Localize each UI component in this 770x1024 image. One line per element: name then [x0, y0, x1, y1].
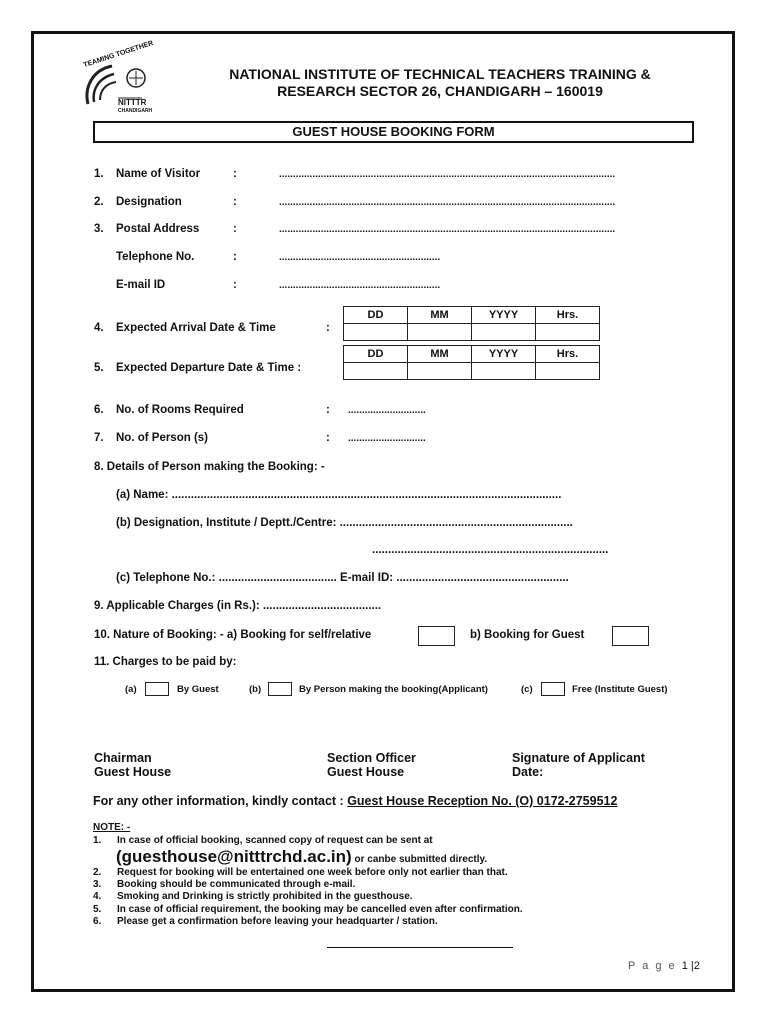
logo-text-mid: NITTTR [118, 98, 147, 107]
note-1-text: In case of official booking, scanned copy of request can be sent at [117, 835, 433, 846]
logo-text-top: TEAMING TOGETHER [82, 39, 155, 70]
chairman-guest-house-label: Guest House [94, 765, 172, 779]
note-3-text: Booking should be communicated through e-mail. [117, 879, 356, 890]
page-num: 1 |2 [681, 960, 700, 972]
nature-of-booking-label: 10. Nature of Booking: - a) Booking for self/relative [94, 629, 372, 641]
booking-person-heading: 8. Details of Person making the Booking: - [94, 461, 325, 473]
hrs-header: Hrs. [536, 346, 600, 363]
option-c-letter: (c) [521, 684, 533, 695]
note-5-number: 5. [93, 904, 102, 915]
section-officer-guest-house-label: Guest House [327, 765, 405, 779]
booking-for-guest-label: b) Booking for Guest [470, 629, 585, 641]
by-applicant-checkbox[interactable] [268, 682, 292, 696]
reception-phone-link[interactable]: Guest House Reception No. (O) 0172-2759512 [347, 794, 618, 808]
field-4-number: 4. [94, 322, 104, 334]
colon: : [233, 251, 237, 263]
free-label: Free (Institute Guest) [572, 684, 668, 695]
self-relative-checkbox[interactable] [418, 626, 455, 646]
dd-header: DD [344, 346, 408, 363]
note-2-text: Request for booking will be entertained one week before only not earlier than that. [117, 867, 508, 878]
by-guest-label: By Guest [177, 684, 219, 695]
email-label: E-mail ID [116, 279, 166, 291]
colon: : [326, 432, 330, 444]
arrival-label: Expected Arrival Date & Time [116, 322, 276, 334]
colon: : [326, 322, 330, 334]
logo-text-bottom: CHANDIGARH [118, 108, 153, 114]
guesthouse-email-link[interactable]: (guesthouse@nitttrchd.ac.in) [116, 847, 352, 866]
booking-person-contact[interactable]: (c) Telephone No.: ..................................... E-mail ID: ...................................................... [116, 572, 569, 584]
institute-name-line2: RESEARCH SECTOR 26, CHANDIGARH – 160019 [277, 83, 603, 99]
dd-header: DD [344, 307, 408, 324]
postal-address-label: Postal Address [116, 223, 200, 235]
field-5-number: 5. [94, 362, 104, 374]
field-3-number: 3. [94, 223, 104, 235]
institute-name-line1: NATIONAL INSTITUTE OF TECHNICAL TEACHERS TRAINING & [229, 66, 651, 82]
field-2-number: 2. [94, 196, 104, 208]
field-6-number: 6. [94, 404, 104, 416]
telephone-field[interactable]: .......................................................... [279, 252, 441, 263]
email-suffix: or canbe submitted directly. [351, 854, 488, 865]
option-b-letter: (b) [249, 684, 262, 695]
field-1-number: 1. [94, 168, 104, 180]
booking-person-designation[interactable]: (b) Designation, Institute / Deptt./Centre: ......................................................................... [116, 517, 573, 529]
yyyy-header: YYYY [472, 307, 536, 324]
hrs-header: Hrs. [536, 307, 600, 324]
note-3-number: 3. [93, 879, 102, 890]
name-of-visitor-label: Name of Visitor [116, 168, 201, 180]
charges-paid-by-label: 11. Charges to be paid by: [94, 656, 237, 668]
section-officer-label: Section Officer [327, 751, 416, 765]
booking-person-name[interactable]: (a) Name: .......................................................................................................................... [116, 489, 562, 501]
persons-field[interactable]: ............................ [348, 433, 426, 444]
note-1-number: 1. [93, 835, 102, 846]
arrival-mm-cell[interactable] [408, 324, 472, 341]
note-5-text: In case of official requirement, the booking may be cancelled even after confirmation. [117, 904, 523, 915]
date-label: Date: [512, 765, 544, 779]
arrival-dd-cell[interactable] [344, 324, 408, 341]
booking-person-designation-cont[interactable]: .......................................................................... [372, 544, 609, 556]
by-guest-checkbox[interactable] [145, 682, 169, 696]
departure-yyyy-cell[interactable] [472, 363, 536, 380]
arrival-date-table [343, 306, 600, 341]
option-a-letter: (a) [125, 684, 137, 695]
departure-mm-cell[interactable] [408, 363, 472, 380]
designation-label: Designation [116, 196, 182, 208]
departure-hrs-cell[interactable] [536, 363, 600, 380]
guest-checkbox[interactable] [612, 626, 649, 646]
arrival-yyyy-cell[interactable] [472, 324, 536, 341]
note-heading: NOTE: - [93, 822, 131, 833]
mm-header: MM [408, 346, 472, 363]
contact-prefix: For any other information, kindly contact : [93, 794, 348, 808]
rooms-required-field[interactable]: ............................ [348, 405, 426, 416]
note-4-number: 4. [93, 891, 102, 902]
chairman-label: Chairman [94, 751, 152, 765]
arrival-hrs-cell[interactable] [536, 324, 600, 341]
email-line [116, 847, 487, 867]
departure-label: Expected Departure Date & Time : [116, 362, 302, 374]
by-applicant-label: By Person making the booking(Applicant) [299, 684, 488, 695]
mm-header: MM [408, 307, 472, 324]
page-number [628, 960, 700, 972]
telephone-label: Telephone No. [116, 251, 195, 263]
bottom-rule [327, 947, 513, 948]
name-of-visitor-field[interactable]: ......................................................................................................................... [279, 169, 616, 180]
designation-field[interactable]: ......................................................................................................................... [279, 197, 616, 208]
colon: : [233, 168, 237, 180]
note-6-text: Please get a confirmation before leaving your headquarter / station. [117, 916, 438, 927]
rooms-required-label: No. of Rooms Required [116, 404, 244, 416]
field-7-number: 7. [94, 432, 104, 444]
email-field[interactable]: .......................................................... [279, 280, 441, 291]
page-label: P a g e [628, 960, 677, 972]
free-checkbox[interactable] [541, 682, 565, 696]
yyyy-header: YYYY [472, 346, 536, 363]
colon: : [233, 279, 237, 291]
colon: : [326, 404, 330, 416]
departure-date-table [343, 345, 600, 380]
note-6-number: 6. [93, 916, 102, 927]
applicant-signature-label: Signature of Applicant [512, 751, 645, 765]
note-4-text: Smoking and Drinking is strictly prohibited in the guesthouse. [117, 891, 413, 902]
note-2-number: 2. [93, 867, 102, 878]
colon: : [233, 223, 237, 235]
contact-line [93, 794, 617, 808]
departure-dd-cell[interactable] [344, 363, 408, 380]
persons-label: No. of Person (s) [116, 432, 209, 444]
colon: : [233, 196, 237, 208]
form-title: GUEST HOUSE BOOKING FORM [93, 121, 694, 143]
applicable-charges[interactable]: 9. Applicable Charges (in Rs.): ..................................... [94, 600, 382, 612]
postal-address-field[interactable]: ......................................................................................................................... [279, 224, 616, 235]
